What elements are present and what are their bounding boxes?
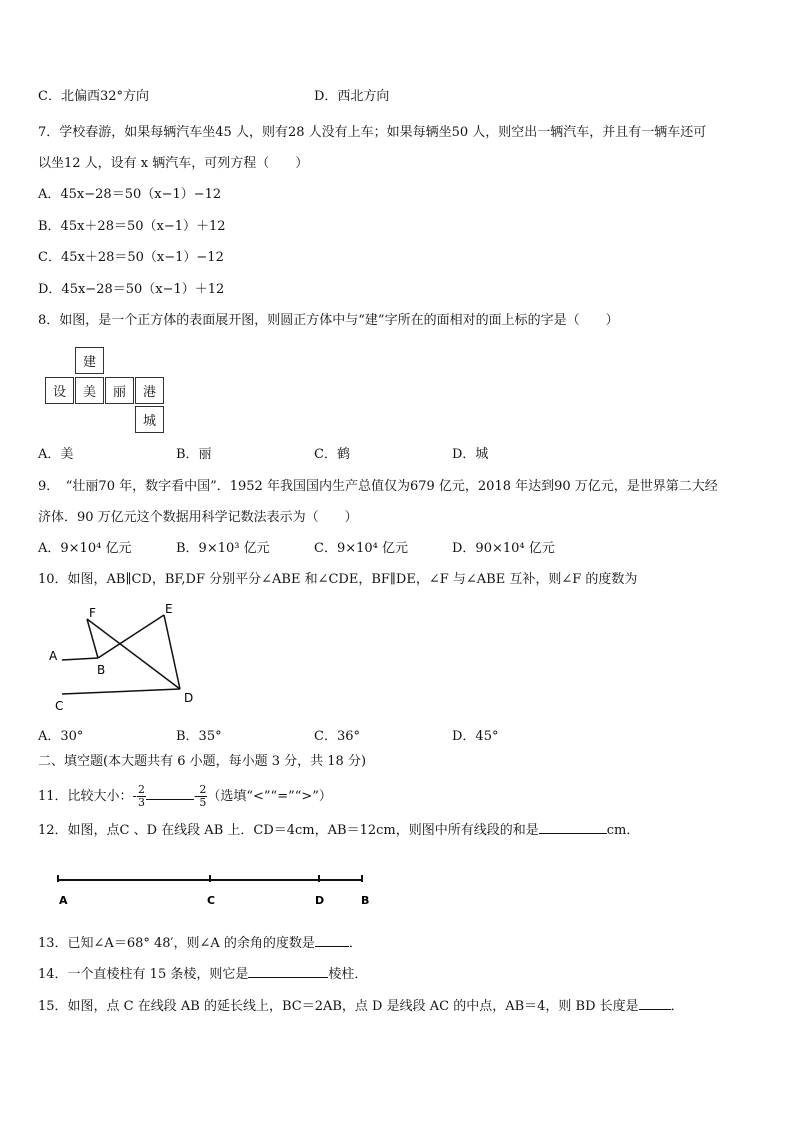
net-cell-top: 建 <box>75 347 104 374</box>
point-label-f: F <box>89 606 96 620</box>
q7-option-d: D．45x−28＝50（x−1）＋12 <box>38 282 225 297</box>
q8-option-c: C．鹤 <box>314 447 350 462</box>
q7-stem-line1: 7．学校春游，如果每辆汽车坐45 人，则有28 人没有上车；如果每辆坐50 人，则空出一辆汽车，并且有一辆车还可 <box>38 125 707 140</box>
section-heading: 二、填空题(本大题共有 6 小题，每小题 3 分，共 18 分) <box>38 754 367 769</box>
q14-end: 棱柱． <box>328 967 368 982</box>
segment-ab-figure <box>50 870 380 910</box>
q14-answer-blank[interactable] <box>248 977 328 978</box>
q8-stem: 8．如图，是一个正方体的表面展开图，则圆正方体中与“建”字所在的面相对的面上标的字是（ ） <box>38 313 619 328</box>
q12-unit: cm <box>606 823 627 838</box>
q11-line <box>38 784 332 809</box>
q13-end: ． <box>348 936 362 951</box>
q9-stem-line2: 济体．90 万亿元这个数据用科学记数法表示为（ ） <box>38 510 358 525</box>
q9-option-a: A．9×10⁴ 亿元 <box>38 541 132 556</box>
q7-option-c: C．45x＋28＝50（x−1）−12 <box>38 250 224 265</box>
parallel-lines-figure <box>40 600 210 715</box>
q11-minus-1: - <box>132 789 137 804</box>
point-label-b: B <box>97 663 106 677</box>
q10-option-a: A．30° <box>38 729 84 744</box>
q7-stem-line2: 以坐12 人，设有 x 辆汽车，可列方程（ ） <box>38 156 309 171</box>
q7-option-a: A．45x−28＝50（x−1）−12 <box>38 187 222 202</box>
q8-option-a: A．美 <box>38 447 74 462</box>
q15-line <box>38 999 684 1015</box>
q11-fraction-2-denominator: 5 <box>199 796 207 809</box>
q9-option-d: D．90×10⁴ 亿元 <box>452 541 555 556</box>
q11-prefix: 11．比较大小： <box>38 789 133 804</box>
label-d: D <box>315 894 325 907</box>
q15-answer-blank[interactable] <box>639 1009 671 1010</box>
segment-bf <box>87 619 98 658</box>
q14-line <box>38 967 367 983</box>
point-label-e: E <box>165 602 173 616</box>
q13-line <box>38 936 362 952</box>
net-cell-row-3: 丽 <box>105 377 134 404</box>
q11-fraction-2 <box>198 784 207 809</box>
q11-fraction-1-denominator: 3 <box>137 796 145 809</box>
q8-option-d: D．城 <box>452 447 489 462</box>
q12-stem: 12．如图，点C 、D 在线段 AB 上．CD＝4cm，AB＝12cm，则图中所有线段的和是 <box>38 823 539 838</box>
q11-fraction-1 <box>137 784 146 809</box>
label-a: A <box>59 894 68 907</box>
q11-answer-blank[interactable] <box>146 799 194 800</box>
q10-option-b: B．35° <box>176 729 222 744</box>
q10-stem: 10．如图，AB∥CD，BF,DF 分别平分∠ABE 和∠CDE，BF∥DE，∠F 与∠ABE 互补，则∠F 的度数为 <box>38 572 638 587</box>
q9-option-b: B．9×10³ 亿元 <box>176 541 270 556</box>
net-cell-row-2: 美 <box>75 377 104 404</box>
q10-option-d: D．45° <box>452 729 499 744</box>
q11-suffix: （选填“<”“=”“>”） <box>207 789 332 804</box>
q10-option-c: C．36° <box>314 729 360 744</box>
q9-option-c: C．9×10⁴ 亿元 <box>314 541 408 556</box>
point-label-a: A <box>49 649 58 663</box>
point-label-c: C <box>55 699 64 713</box>
q11-fraction-1-numerator: 2 <box>137 783 145 796</box>
q7-option-b: B．45x＋28＝50（x−1）＋12 <box>38 219 226 234</box>
q6-option-d: D．西北方向 <box>314 89 390 104</box>
net-cell-row-1: 设 <box>45 377 74 404</box>
q8-option-b: B．丽 <box>176 447 212 462</box>
segment-ab <box>62 658 98 660</box>
q12-line <box>38 823 639 839</box>
segment-fd <box>87 619 180 689</box>
q15-stem: 15．如图，点 C 在线段 AB 的延长线上，BC＝2AB，点 D 是线段 AC 的中点，AB＝4，则 BD 长度是 <box>38 999 639 1014</box>
segment-cd <box>62 689 180 694</box>
q13-stem: 13．已知∠A＝68° 48′，则∠A 的余角的度数是 <box>38 936 315 951</box>
net-cell-row-4: 港 <box>135 377 164 404</box>
point-label-d: D <box>184 691 194 705</box>
q9-stem-line1: 9． “壮丽70 年，数字看中国”．1952 年我国国内生产总值仅为679 亿元，2018 年达到90 万亿元，是世界第二大经 <box>38 479 718 494</box>
label-c: C <box>207 894 216 907</box>
q13-answer-blank[interactable] <box>315 946 349 947</box>
net-cell-bottom: 城 <box>135 406 164 433</box>
q11-fraction-2-numerator: 2 <box>199 783 207 796</box>
label-b: B <box>361 894 370 907</box>
q12-answer-blank[interactable] <box>539 833 607 834</box>
q14-stem: 14．一个直棱柱有 15 条棱，则它是 <box>38 967 249 982</box>
q6-option-c: C．北偏西32°方向 <box>38 89 149 104</box>
q11-minus-2: - <box>193 789 199 804</box>
q12-end: ． <box>626 823 640 838</box>
q15-end: ． <box>670 999 684 1014</box>
